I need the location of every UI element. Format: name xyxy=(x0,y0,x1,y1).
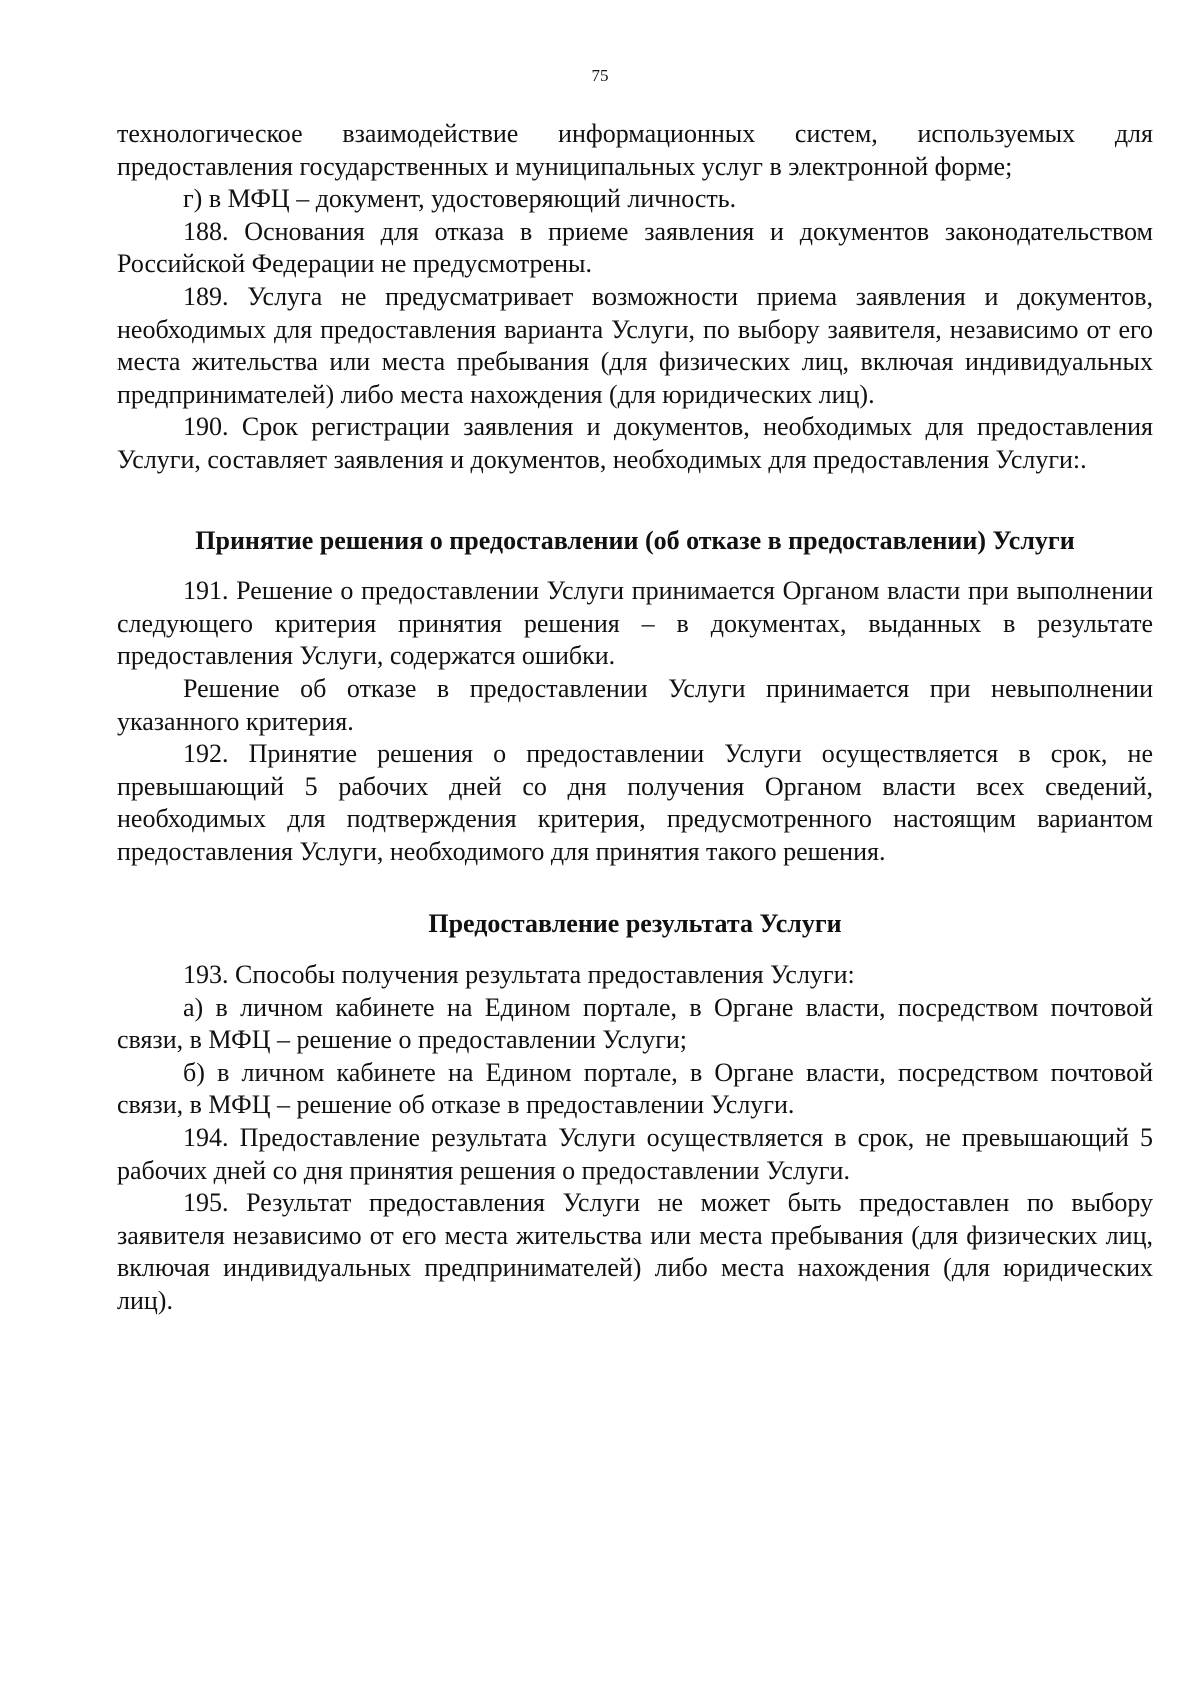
paragraph-193: 193. Способы получения результата предоставления Услуги: xyxy=(183,960,855,990)
spacer xyxy=(117,868,1153,908)
paragraph-item-g: г) в МФЦ – документ, удостоверяющий личность. xyxy=(183,184,737,214)
paragraph-item-b: б) в личном кабинете на Едином портале, в Органе власти, посредством почтовой связи, в МФЦ – решение об отказе в предоставлении Услуги. xyxy=(117,1057,1153,1120)
paragraph-194: 194. Предоставление результата Услуги осуществляется в срок, не превышающий 5 рабочих дней со дня принятия решения о предоставлении Услуги. xyxy=(117,1123,1153,1185)
page-number: 75 xyxy=(591,66,609,85)
paragraph-190: 190. Срок регистрации заявления и документов, необходимых для предоставления Услуги, составляет заявления и документов, необходимых для предоставления Услуги:. xyxy=(117,412,1153,474)
spacer xyxy=(117,477,1153,525)
paragraph-refusal: Решение об отказе в предоставлении Услуги принимается при невыполнении указанного критерия. xyxy=(117,673,1153,736)
paragraph-191: 191. Решение о предоставлении Услуги принимается Органом власти при выполнении следующего критерия принятия решения – в документах, выданных в результате предоставления Услуги, содержатся ошибки. xyxy=(117,576,1153,671)
paragraph-189: 189. Услуга не предусматривает возможности приема заявления и документов, необходимых для предоставления варианта Услуги, по выбору заявителя, независимо от его места жительства или места пребывания (для физических лиц, включая индивидуальных предпринимателей) либо места нахождения (для юридических лиц). xyxy=(117,281,1153,409)
section-heading-result: Предоставление результата Услуги xyxy=(428,909,842,939)
paragraph-192: 192. Принятие решения о предоставлении Услуги осуществляется в срок, не превышающий 5 рабочих дней со дня получения Органом власти всех сведений, необходимых для подтверждения критерия, предусмотренного настоящим вариантом предоставления Услуги, необходимого для принятия такого решения. xyxy=(117,739,1153,866)
paragraph-item-a: а) в личном кабинете на Едином портале, в Органе власти, посредством почтовой связи, в МФЦ – решение о предоставлении Услуги; xyxy=(117,992,1153,1055)
spacer xyxy=(117,941,1153,959)
document-body xyxy=(117,118,1153,1318)
paragraph-195: 195. Результат предоставления Услуги не может быть предоставлен по выбору заявителя независимо от его места жительства или места пребывания (для физических лиц, включая индивидуальных предпринимателей) либо места нахождения (для юридических лиц). xyxy=(117,1188,1153,1315)
paragraph-continuation: технологическое взаимодействие информационных систем, используемых для предоставления государственных и муниципальных услуг в электронной форме; xyxy=(117,119,1153,181)
spacer xyxy=(117,557,1153,575)
paragraph-188: 188. Основания для отказа в приеме заявления и документов законодательством Российской Федерации не предусмотрены. xyxy=(117,216,1153,279)
section-heading-decision: Принятие решения о предоставлении (об отказе в предоставлении) Услуги xyxy=(195,525,1075,555)
